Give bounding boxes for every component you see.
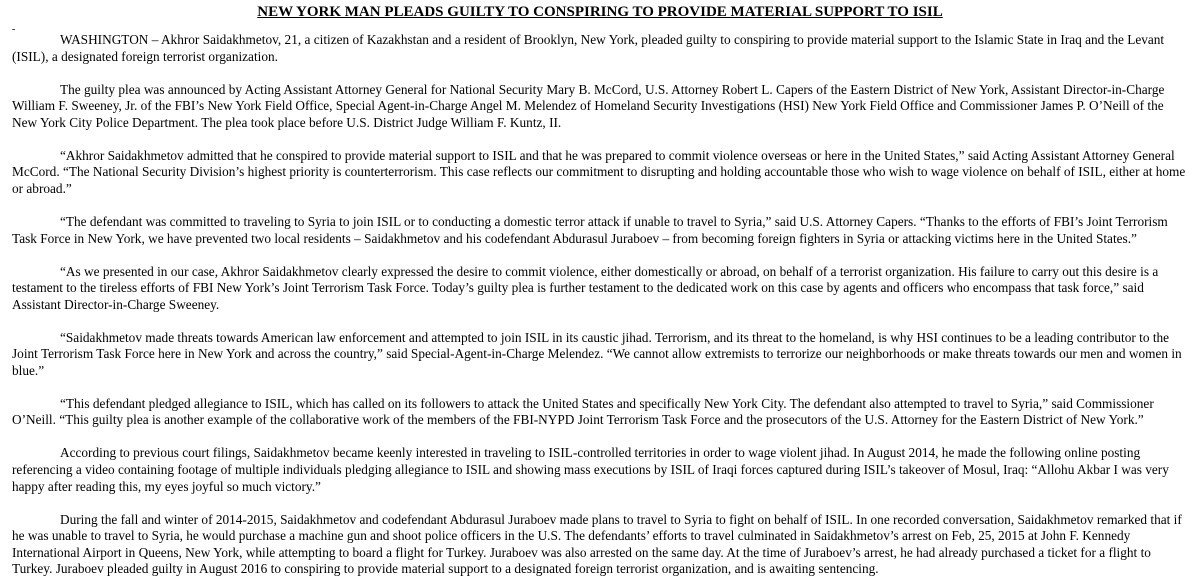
paragraph-capers-quote: “The defendant was committed to traveling to Syria to join ISIL or to conducting a domestic terror attack if unable to travel to Syria,” said U.S. Attorney Capers. “Thanks to the efforts of FBI’s Joint Terrorism Task Force in New York, we have prevented two local residents – Saidakhmetov and his codefendant Abdurasul Juraboev – from becoming foreign fighters in Syria or attacking victims here in the United States.” <box>12 213 1168 246</box>
paragraph-intro: WASHINGTON – Akhror Saidakhmetov, 21, a citizen of Kazakhstan and a resident of Brooklyn, New York, pleaded guilty to conspiring to provide material support to the Islamic State in Iraq and the Levant (ISIL), a designated foreign terrorist organization. <box>12 32 1165 64</box>
paragraph-announcement: The guilty plea was announced by Acting Assistant Attorney General for National Security Mary B. McCord, U.S. Attorney Robert L. Capers of the Eastern District of New York, Assistant Director-in-Charge William F. Sweeney, Jr. of the FBI’s New York Field Office, Special Agent-in-Charge Angel M. Melendez of Homeland Security Investigations (HSI) New York Field Office and Commissioner James P. O’Neill of the New York City Police Department. The plea took place before U.S. District Judge William F. Kuntz, II. <box>12 81 1165 130</box>
stray-mark: - <box>12 24 16 35</box>
paragraph-mccord-quote: “Akhror Saidakhmetov admitted that he conspired to provide material support to ISIL and that he was prepared to commit violence overseas or here in the United States,” said Acting Assistant Attorney General McCord. “The National Security Division’s highest priority is counterterrorism. This case reflects our commitment to disrupting and holding accountable those who wish to wage violence on behalf of ISIL, either at home or abroad.” <box>12 147 1186 196</box>
paragraph-travel-plans: During the fall and winter of 2014-2015, Saidakhmetov and codefendant Abdurasul Juraboev made plans to travel to Syria to fight on behalf of ISIL. In one recorded conversation, Saidakhmetov remarked that if he was unable to travel to Syria, he would purchase a machine gun and shoot police officers in the U.S. The defendants’ efforts to travel culminated in Saidakhmetov’s arrest on Feb, 25, 2015 at John F. Kennedy International Airport in Queens, New York, while attempting to board a flight for Turkey. Juraboev was also arrested on the same day. At the time of Juraboev’s arrest, he had already purchased a ticket for a flight to Turkey. Juraboev pleaded guilty in August 2016 to conspiring to provide material support to a designated foreign terrorist organization, and is awaiting sentencing. <box>12 511 1182 577</box>
press-release-page <box>0 3 1200 577</box>
paragraph-oneill-quote: “This defendant pledged allegiance to ISIL, which has called on its followers to attack the United States and specifically New York City. The defendant also attempted to travel to Syria,” said Commissioner O’Neill. “This guilty plea is another example of the collaborative work of the members of the FBI-NYPD Joint Terrorism Task Force and the prosecutors of the U.S. Attorney for the Eastern District of New York.” <box>12 395 1154 428</box>
paragraph-melendez-quote: “Saidakhmetov made threats towards American law enforcement and attempted to join ISIL in its caustic jihad. Terrorism, and its threat to the homeland, is why HSI continues to be a leading contributor to the Joint Terrorism Task Force here in New York and across the country,” said Special-Agent-in-Charge Melendez. “We cannot allow extremists to terrorize our neighborhoods or make threats towards our men and women in blue.” <box>12 329 1182 378</box>
paragraph-court-filings: According to previous court filings, Saidakhmetov became keenly interested in traveling to ISIL-controlled territories in order to wage violent jihad. In August 2014, he made the following online posting referencing a video containing footage of multiple individuals pledging allegiance to ISIL and showing mass executions by ISIL of Iraqi forces captured during ISIL’s takeover of Mosul, Iraq: “Allohu Akbar I was very happy after reading this, my eyes joyful so much victory.” <box>12 445 1169 494</box>
document-title: NEW YORK MAN PLEADS GUILTY TO CONSPIRING TO PROVIDE MATERIAL SUPPORT TO ISIL <box>257 4 943 20</box>
paragraph-sweeney-quote: “As we presented in our case, Akhror Saidakhmetov clearly expressed the desire to commit violence, either domestically or abroad, on behalf of a terrorist organization. His failure to carry out this desire is a testament to the tireless efforts of FBI New York’s Joint Terrorism Task Force. Today’s guilty plea is further testament to the dedicated work on this case by agents and officers who encompass that task force,” said Assistant Director-in-Charge Sweeney. <box>12 263 1159 312</box>
